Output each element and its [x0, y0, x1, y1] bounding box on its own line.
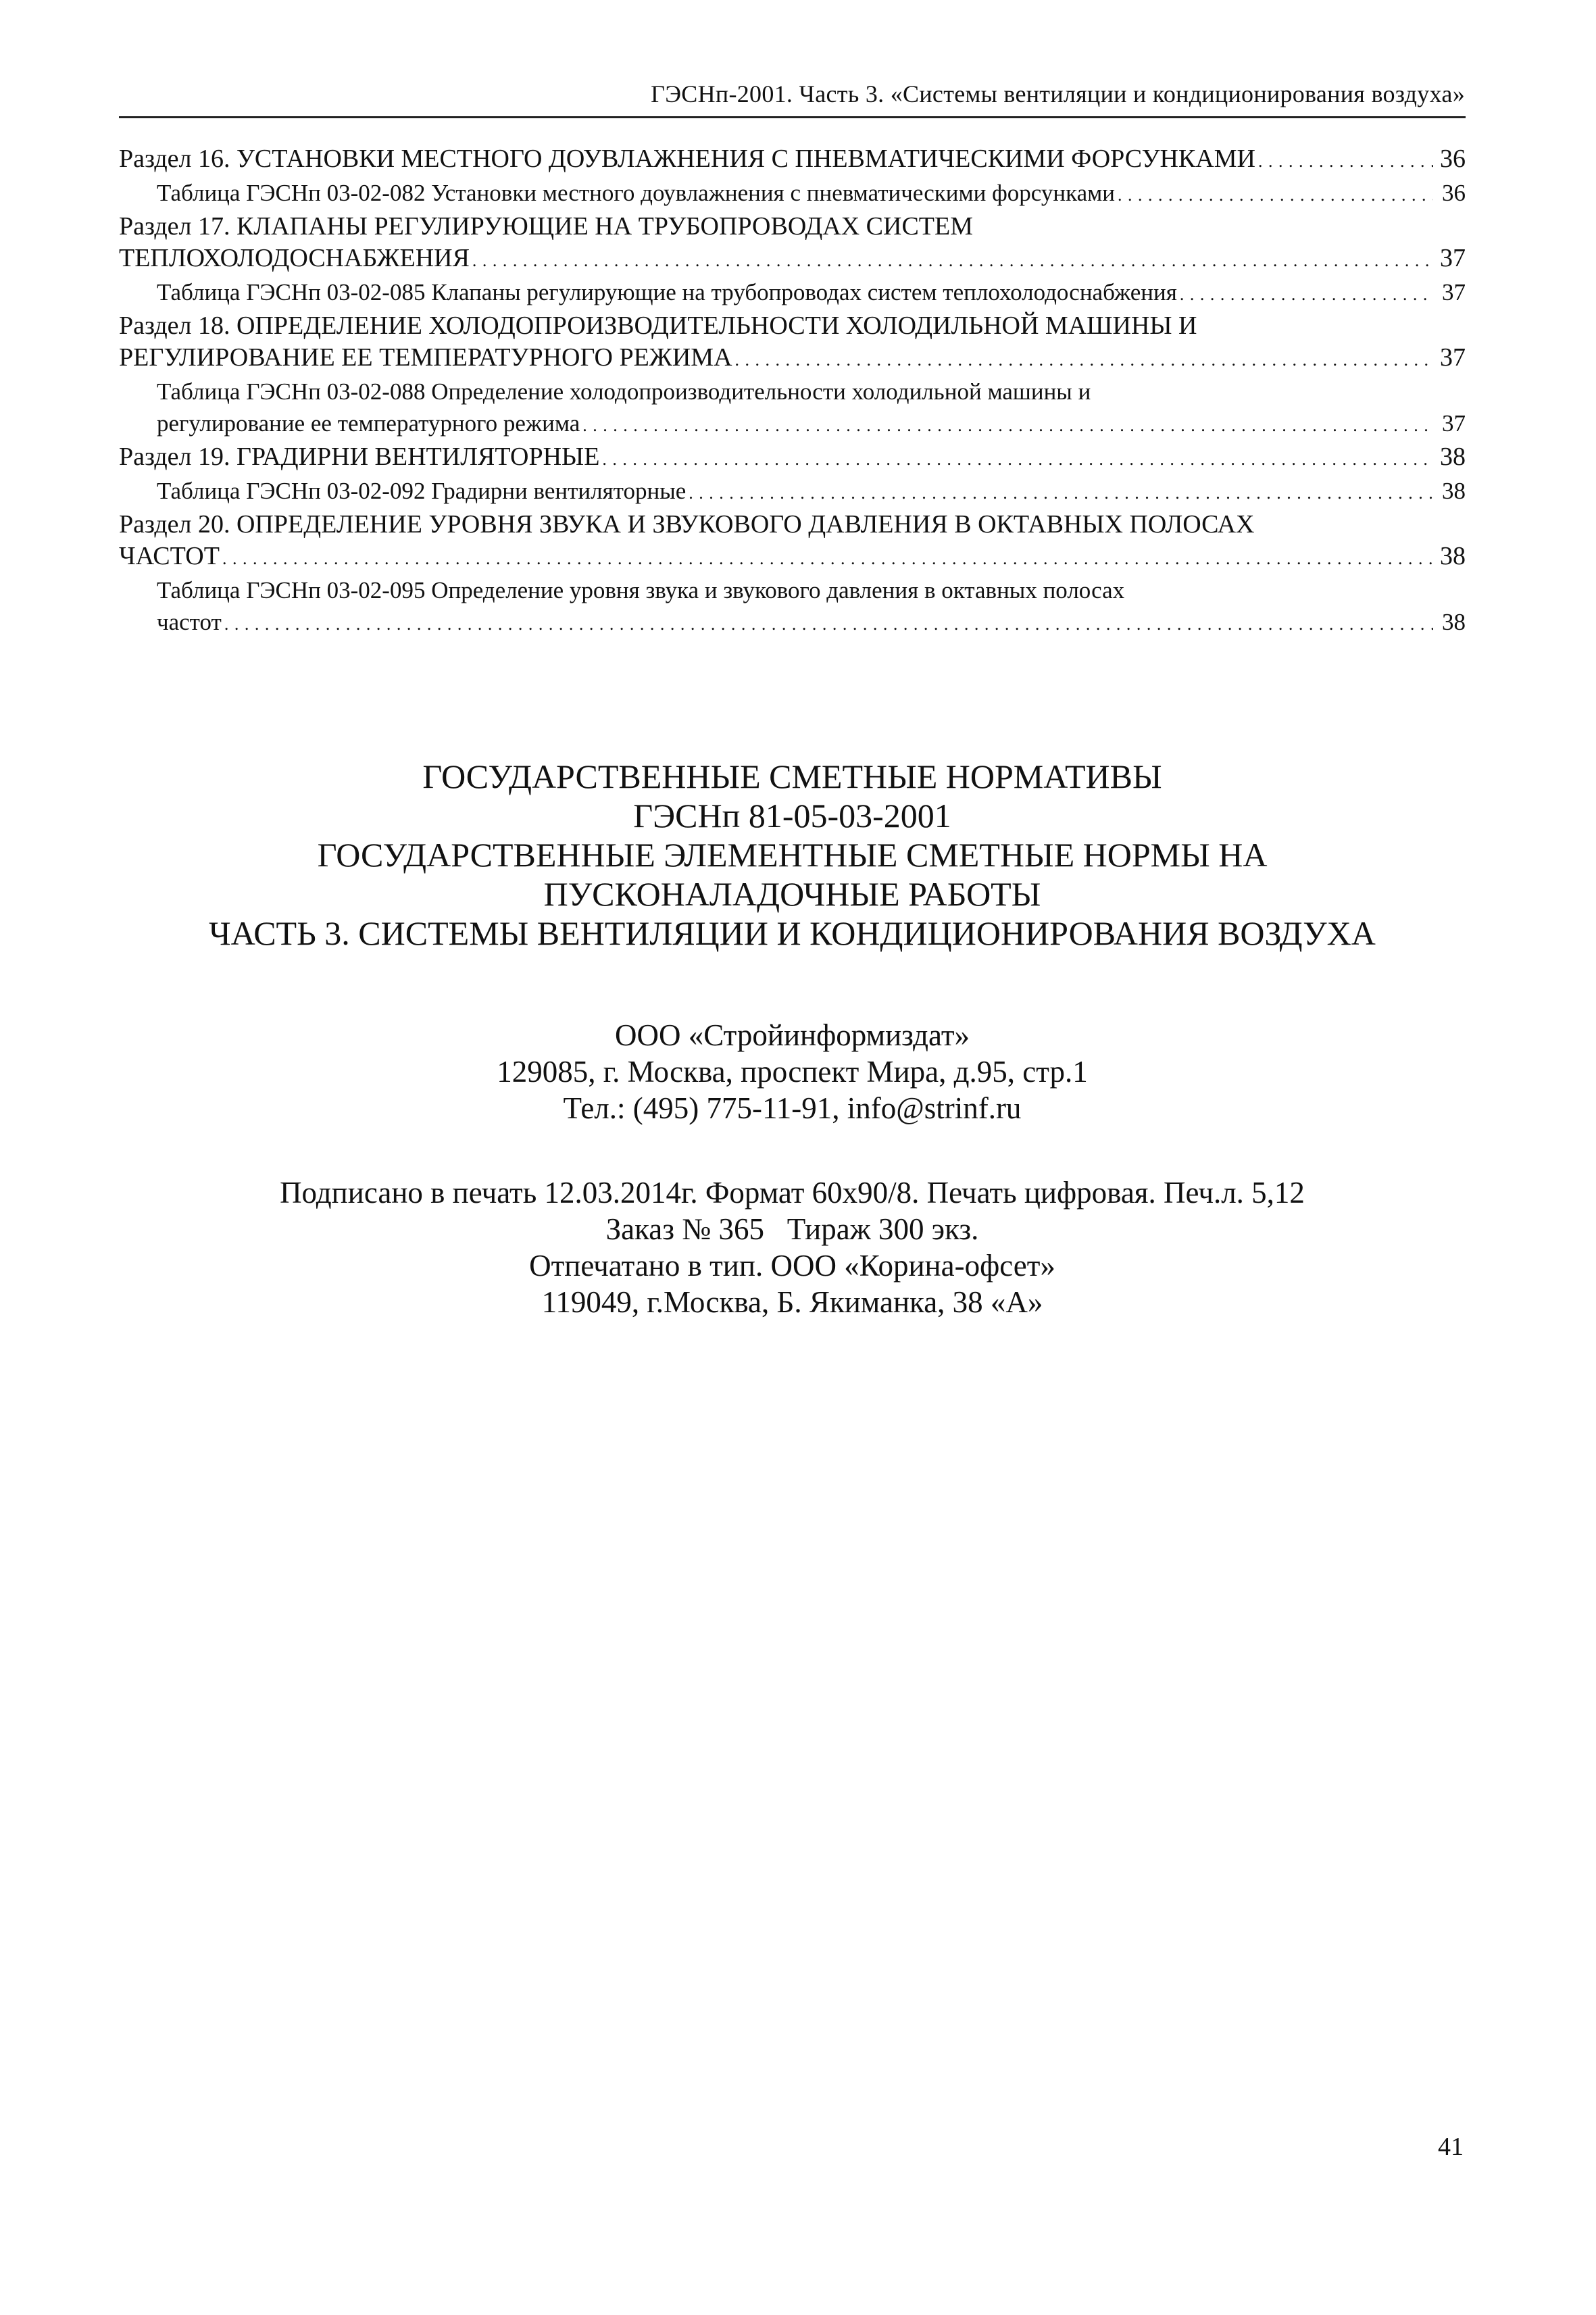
publisher-info — [119, 1017, 1466, 1126]
toc-entry-text: Раздел 17. КЛАПАНЫ РЕГУЛИРУЮЩИЕ НА ТРУБОПРОВОДАХ СИСТЕМ — [119, 212, 974, 241]
toc-leader-dots — [735, 344, 1433, 376]
toc-entry-text: РЕГУЛИРОВАНИЕ ЕЕ ТЕМПЕРАТУРНОГО РЕЖИМА — [119, 343, 732, 372]
toc-entry-text: Таблица ГЭСНп 03-02-085 Клапаны регулирующие на трубопроводах систем теплохолодоснабжения — [157, 279, 1177, 305]
title-line: ЧАСТЬ 3. СИСТЕМЫ ВЕНТИЛЯЦИИ И КОНДИЦИОНИРОВАНИЯ ВОЗДУХА — [209, 914, 1376, 952]
toc-leader-dots — [1180, 278, 1433, 310]
toc-leader-dots — [224, 608, 1433, 640]
toc-section-entry — [119, 441, 1466, 475]
toc-table-entry — [119, 177, 1466, 211]
header-divider — [119, 116, 1466, 118]
toc-entry-text: Раздел 20. ОПРЕДЕЛЕНИЕ УРОВНЯ ЗВУКА И ЗВУКОВОГО ДАВЛЕНИЯ В ОКТАВНЫХ ПОЛОСАХ — [119, 510, 1255, 539]
toc-section-entry — [119, 143, 1466, 177]
toc-section-entry — [119, 211, 1466, 276]
table-of-contents — [119, 143, 1466, 640]
toc-table-entry — [119, 475, 1466, 509]
imprint-line: 119049, г.Москва, Б. Якиманка, 38 «А» — [541, 1285, 1043, 1319]
toc-table-entry — [119, 376, 1466, 441]
toc-leader-dots — [602, 443, 1433, 475]
toc-leader-dots — [1118, 179, 1433, 211]
toc-entry-text: Таблица ГЭСНп 03-02-088 Определение холодопроизводительности холодильной машины и — [157, 378, 1091, 405]
toc-page-number: 36 — [1442, 180, 1466, 206]
toc-page-number: 37 — [1442, 410, 1466, 437]
title-line: ПУСКОНАЛАДОЧНЫЕ РАБОТЫ — [543, 875, 1041, 913]
toc-page-number: 38 — [1442, 478, 1466, 504]
publisher-line: 129085, г. Москва, проспект Мира, д.95, стр.1 — [497, 1055, 1088, 1089]
toc-entry-text: Таблица ГЭСНп 03-02-095 Определение уровня звука и звукового давления в октавных полосах — [157, 577, 1125, 603]
imprint-line: Заказ № 365 Тираж 300 экз. — [605, 1212, 979, 1246]
toc-page-number: 37 — [1440, 343, 1466, 372]
document-title — [119, 757, 1466, 953]
toc-entry-text: Таблица ГЭСНп 03-02-082 Установки местного доувлажнения с пневматическими форсунками — [157, 180, 1115, 206]
toc-page-number: 37 — [1440, 244, 1466, 272]
publisher-line: ООО «Стройинформиздат» — [615, 1018, 970, 1052]
title-line: ГОСУДАРСТВЕННЫЕ ЭЛЕМЕНТНЫЕ СМЕТНЫЕ НОРМЫ НА — [317, 836, 1268, 874]
toc-page-number: 38 — [1440, 542, 1466, 570]
title-line: ГЭСНп 81-05-03-2001 — [633, 797, 951, 835]
toc-entry-text: ТЕПЛОХОЛОДОСНАБЖЕНИЯ — [119, 244, 470, 272]
toc-section-entry — [119, 310, 1466, 376]
imprint-line: Подписано в печать 12.03.2014г. Формат 60х90/8. Печать цифровая. Печ.л. 5,12 — [280, 1176, 1305, 1210]
toc-table-entry — [119, 574, 1466, 640]
toc-page-number: 36 — [1440, 145, 1466, 173]
toc-entry-text: Таблица ГЭСНп 03-02-092 Градирни вентиляторные — [157, 478, 687, 504]
toc-leader-dots — [472, 245, 1433, 276]
page-number: 41 — [1438, 2133, 1464, 2161]
toc-entry-text: регулирование ее температурного режима — [157, 410, 580, 437]
toc-entry-text: Раздел 16. УСТАНОВКИ МЕСТНОГО ДОУВЛАЖНЕНИЯ С ПНЕВМАТИЧЕСКИМИ ФОРСУНКАМИ — [119, 145, 1255, 173]
toc-section-entry — [119, 509, 1466, 574]
toc-leader-dots — [222, 543, 1433, 574]
toc-entry-text: Раздел 19. ГРАДИРНИ ВЕНТИЛЯТОРНЫЕ — [119, 443, 600, 471]
toc-page-number: 38 — [1442, 609, 1466, 635]
toc-entry-text: ЧАСТОТ — [119, 542, 220, 570]
toc-page-number: 38 — [1440, 443, 1466, 471]
toc-table-entry — [119, 276, 1466, 310]
running-header: ГЭСНп-2001. Часть 3. «Системы вентиляции и кондиционирования воздуха» — [651, 80, 1465, 107]
toc-entry-text: частот — [157, 609, 222, 635]
toc-leader-dots — [1258, 145, 1433, 177]
title-line: ГОСУДАРСТВЕННЫЕ СМЕТНЫЕ НОРМАТИВЫ — [422, 757, 1162, 795]
imprint-line: Отпечатано в тип. ООО «Корина-офсет» — [529, 1249, 1055, 1283]
toc-entry-text: Раздел 18. ОПРЕДЕЛЕНИЕ ХОЛОДОПРОИЗВОДИТЕЛЬНОСТИ ХОЛОДИЛЬНОЙ МАШИНЫ И — [119, 312, 1197, 340]
toc-page-number: 37 — [1442, 279, 1466, 305]
toc-leader-dots — [582, 409, 1433, 441]
print-imprint — [119, 1174, 1466, 1320]
toc-leader-dots — [689, 477, 1433, 509]
publisher-line: Тел.: (495) 775-11-91, info@strinf.ru — [563, 1091, 1022, 1125]
